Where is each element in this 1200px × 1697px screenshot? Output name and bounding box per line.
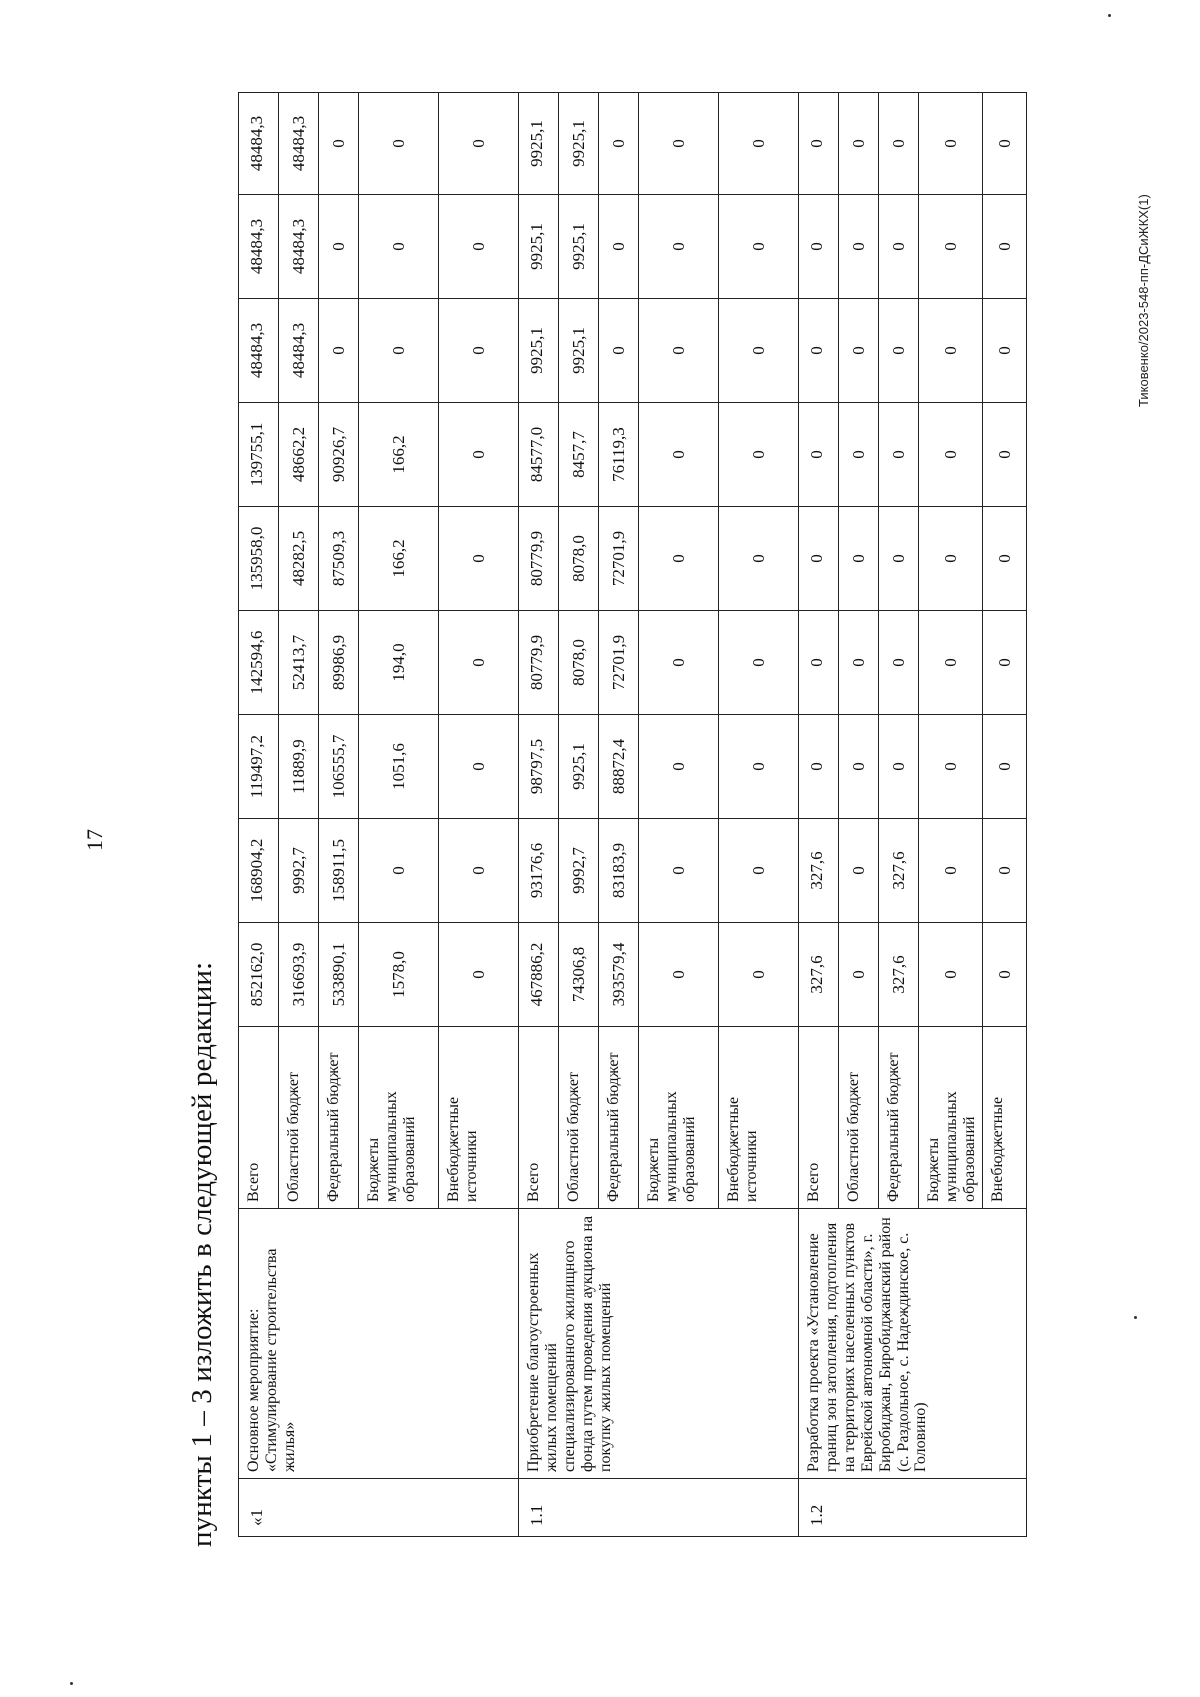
amount-cell: 0	[439, 299, 519, 403]
amount-cell: 0	[319, 195, 359, 299]
row-index: 1.1	[519, 1479, 799, 1537]
amount-cell: 72701,9	[599, 611, 639, 715]
amount-cell: 0	[919, 611, 983, 715]
amount-cell: 0	[919, 195, 983, 299]
amount-cell: 0	[839, 93, 879, 195]
amount-cell: 48282,5	[279, 507, 319, 611]
amount-cell: 0	[639, 299, 719, 403]
amount-cell: 0	[599, 299, 639, 403]
amount-cell: 0	[983, 715, 1027, 819]
amount-cell: 168904,2	[239, 819, 279, 923]
amount-cell: 0	[919, 403, 983, 507]
amount-cell: 48484,3	[279, 299, 319, 403]
amount-cell: 0	[983, 819, 1027, 923]
amount-cell: 0	[839, 195, 879, 299]
row-index: 1.2	[799, 1479, 1027, 1537]
amount-cell: 0	[439, 611, 519, 715]
amount-cell: 0	[639, 611, 719, 715]
funding-source: Всего	[519, 1027, 559, 1209]
amount-cell: 1051,6	[359, 715, 439, 819]
amount-cell: 0	[799, 403, 839, 507]
scan-speck	[70, 1682, 73, 1685]
amount-cell: 0	[919, 507, 983, 611]
funding-source: Внебюджетные источники	[439, 1027, 519, 1209]
amount-cell: 0	[799, 299, 839, 403]
funding-source: Бюджеты муниципальных образований	[359, 1027, 439, 1209]
amount-cell: 0	[799, 507, 839, 611]
amount-cell: 0	[439, 715, 519, 819]
amount-cell: 0	[879, 403, 919, 507]
amount-cell: 52413,7	[279, 611, 319, 715]
amount-cell: 8457,7	[559, 403, 599, 507]
amount-cell: 0	[639, 403, 719, 507]
amount-cell: 0	[983, 507, 1027, 611]
amount-cell: 0	[839, 715, 879, 819]
amount-cell: 88872,4	[599, 715, 639, 819]
amount-cell: 0	[439, 819, 519, 923]
amount-cell: 0	[919, 299, 983, 403]
amount-cell: 9925,1	[559, 299, 599, 403]
page-number: 17	[82, 829, 107, 851]
budget-table-body	[239, 93, 1027, 1537]
amount-cell: 0	[719, 299, 799, 403]
amount-cell: 9925,1	[519, 195, 559, 299]
amount-cell: 0	[319, 299, 359, 403]
amount-cell: 533890,1	[319, 923, 359, 1027]
amount-cell: 0	[719, 93, 799, 195]
amount-cell: 327,6	[799, 819, 839, 923]
amount-cell: 0	[639, 819, 719, 923]
amount-cell: 0	[639, 195, 719, 299]
amount-cell: 0	[719, 923, 799, 1027]
amount-cell: 0	[983, 611, 1027, 715]
table-row	[239, 93, 279, 1537]
amount-cell: 93176,6	[519, 819, 559, 923]
amount-cell: 89986,9	[319, 611, 359, 715]
amount-cell: 9925,1	[559, 715, 599, 819]
amount-cell: 48484,3	[239, 195, 279, 299]
activity-description: Приобретение благоустроенных жилых помещений специализированного жилищного фонда путем проведения аукциона на покупку жилых помещений	[519, 1209, 799, 1479]
amount-cell: 852162,0	[239, 923, 279, 1027]
amount-cell: 316693,9	[279, 923, 319, 1027]
amount-cell: 74306,8	[559, 923, 599, 1027]
funding-source: Федеральный бюджет	[319, 1027, 359, 1209]
amount-cell: 9992,7	[559, 819, 599, 923]
amount-cell: 0	[919, 923, 983, 1027]
document-footer: Тиковенко/2023-548-пп-ДСиЖКХ(1)	[1136, 194, 1151, 407]
amount-cell: 87509,3	[319, 507, 359, 611]
amount-cell: 0	[879, 93, 919, 195]
amount-cell: 135958,0	[239, 507, 279, 611]
amount-cell: 48484,3	[239, 299, 279, 403]
funding-source: Федеральный бюджет	[879, 1027, 919, 1209]
funding-source: Бюджеты муниципальных образований	[639, 1027, 719, 1209]
amount-cell: 0	[359, 299, 439, 403]
amount-cell: 0	[919, 715, 983, 819]
funding-source: Областной бюджет	[279, 1027, 319, 1209]
amount-cell: 0	[799, 195, 839, 299]
amount-cell: 0	[839, 611, 879, 715]
amount-cell: 327,6	[799, 923, 839, 1027]
amount-cell: 0	[799, 715, 839, 819]
amount-cell: 0	[719, 611, 799, 715]
amount-cell: 48484,3	[279, 93, 319, 195]
amount-cell: 467886,2	[519, 923, 559, 1027]
amount-cell: 0	[879, 611, 919, 715]
amount-cell: 0	[879, 299, 919, 403]
funding-source: Областной бюджет	[839, 1027, 879, 1209]
amount-cell: 0	[439, 507, 519, 611]
table-row	[799, 93, 839, 1537]
amount-cell: 0	[983, 93, 1027, 195]
amount-cell: 0	[799, 93, 839, 195]
amount-cell: 0	[879, 195, 919, 299]
amount-cell: 0	[983, 923, 1027, 1027]
scan-speck	[1108, 14, 1111, 17]
amount-cell: 0	[919, 93, 983, 195]
amount-cell: 0	[719, 507, 799, 611]
funding-source: Внебюджетные источники	[719, 1027, 799, 1209]
amount-cell: 0	[359, 195, 439, 299]
amount-cell: 0	[839, 507, 879, 611]
amount-cell: 0	[983, 195, 1027, 299]
amount-cell: 80779,9	[519, 611, 559, 715]
amount-cell: 327,6	[879, 923, 919, 1027]
amount-cell: 1578,0	[359, 923, 439, 1027]
amount-cell: 0	[359, 93, 439, 195]
amount-cell: 0	[839, 299, 879, 403]
amount-cell: 0	[983, 403, 1027, 507]
amount-cell: 158911,5	[319, 819, 359, 923]
amount-cell: 0	[879, 507, 919, 611]
amount-cell: 0	[719, 195, 799, 299]
amount-cell: 0	[599, 93, 639, 195]
amount-cell: 9925,1	[519, 93, 559, 195]
amount-cell: 90926,7	[319, 403, 359, 507]
amount-cell: 166,2	[359, 507, 439, 611]
amount-cell: 119497,2	[239, 715, 279, 819]
page-heading: пункты 1 – 3 изложить в следующей редакции:	[186, 961, 218, 1547]
amount-cell: 9925,1	[519, 299, 559, 403]
amount-cell: 72701,9	[599, 507, 639, 611]
amount-cell: 0	[983, 299, 1027, 403]
amount-cell: 0	[639, 507, 719, 611]
amount-cell: 9925,1	[559, 195, 599, 299]
funding-source: Всего	[799, 1027, 839, 1209]
amount-cell: 194,0	[359, 611, 439, 715]
amount-cell: 8078,0	[559, 507, 599, 611]
amount-cell: 0	[799, 611, 839, 715]
amount-cell: 0	[719, 715, 799, 819]
amount-cell: 0	[719, 403, 799, 507]
funding-source: Федеральный бюджет	[599, 1027, 639, 1209]
activity-description: Основное мероприятие: «Стимулирование строительства жилья»	[239, 1209, 519, 1479]
amount-cell: 0	[599, 195, 639, 299]
amount-cell: 0	[439, 923, 519, 1027]
amount-cell: 0	[639, 923, 719, 1027]
amount-cell: 0	[919, 819, 983, 923]
amount-cell: 48662,2	[279, 403, 319, 507]
activity-description: Разработка проекта «Установление границ зон затопления, подтопления на территориях населенных пунктов Еврейской автономной области», г. Биробиджан, Биробиджанский район (с. Раздольное, с. Надеждинское, с. Головино)	[799, 1209, 1027, 1479]
amount-cell: 8078,0	[559, 611, 599, 715]
amount-cell: 0	[839, 819, 879, 923]
amount-cell: 166,2	[359, 403, 439, 507]
row-index: «1	[239, 1479, 519, 1537]
amount-cell: 83183,9	[599, 819, 639, 923]
amount-cell: 84577,0	[519, 403, 559, 507]
amount-cell: 0	[439, 403, 519, 507]
amount-cell: 11889,9	[279, 715, 319, 819]
amount-cell: 0	[719, 819, 799, 923]
amount-cell: 48484,3	[279, 195, 319, 299]
funding-source: Всего	[239, 1027, 279, 1209]
amount-cell: 0	[439, 195, 519, 299]
table-row	[519, 93, 559, 1537]
scan-speck	[1134, 1316, 1137, 1319]
amount-cell: 139755,1	[239, 403, 279, 507]
funding-source: Областной бюджет	[559, 1027, 599, 1209]
amount-cell: 106555,7	[319, 715, 359, 819]
amount-cell: 0	[879, 715, 919, 819]
amount-cell: 0	[439, 93, 519, 195]
amount-cell: 0	[639, 93, 719, 195]
amount-cell: 0	[359, 819, 439, 923]
amount-cell: 0	[839, 403, 879, 507]
amount-cell: 9992,7	[279, 819, 319, 923]
amount-cell: 142594,6	[239, 611, 279, 715]
funding-source: Внебюджетные	[983, 1027, 1027, 1209]
amount-cell: 80779,9	[519, 507, 559, 611]
amount-cell: 9925,1	[559, 93, 599, 195]
amount-cell: 76119,3	[599, 403, 639, 507]
amount-cell: 0	[639, 715, 719, 819]
amount-cell: 98797,5	[519, 715, 559, 819]
amount-cell: 0	[319, 93, 359, 195]
amount-cell: 0	[839, 923, 879, 1027]
amount-cell: 48484,3	[239, 93, 279, 195]
amount-cell: 393579,4	[599, 923, 639, 1027]
funding-source: Бюджеты муниципальных образований	[919, 1027, 983, 1209]
budget-table	[238, 92, 1027, 1537]
amount-cell: 327,6	[879, 819, 919, 923]
